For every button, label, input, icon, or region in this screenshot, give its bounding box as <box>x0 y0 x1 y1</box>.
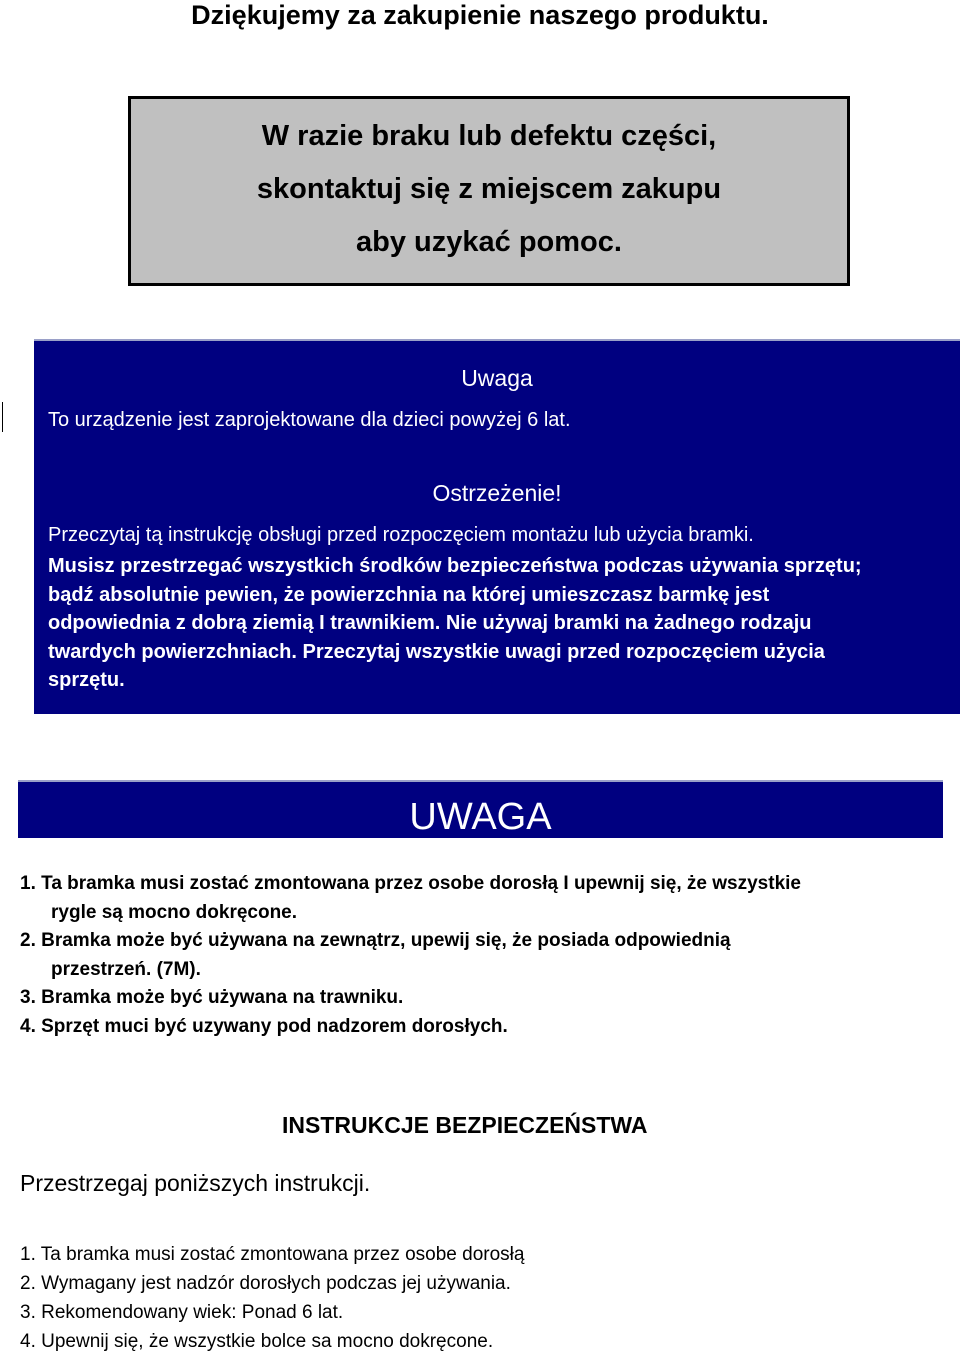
read-instructions-text: Przeczytaj tą instrukcję obsługi przed rozpoczęciem montażu lub użycia bramki. <box>48 524 754 546</box>
contact-line-2: skontaktuj się z miejscem zakupu <box>256 173 722 205</box>
list-item-continuation: rygle są mocno dokręcone. <box>51 901 298 923</box>
notice-box <box>34 339 960 714</box>
list-item: 4. Upewnij się, że wszystkie bolce sa mocno dokręcone. <box>20 1331 494 1352</box>
uwaga-banner: UWAGA <box>18 780 943 838</box>
list-item: 3. Rekomendowany wiek: Ponad 6 lat. <box>20 1302 344 1323</box>
contact-line-1: W razie braku lub defektu części, <box>261 120 717 152</box>
list-item: 1. Ta bramka musi zostać zmontowana przez osobe dorosłą <box>20 1244 525 1265</box>
safety-instructions-title: INSTRUKCJE BEZPIECZEŃSTWA <box>282 1112 648 1138</box>
safety-warning-line: Musisz przestrzegać wszystkich środków bezpieczeństwa podczas używania sprzętu; <box>48 555 862 577</box>
uwaga-list <box>20 870 940 1042</box>
list-item: 2. Wymagany jest nadzór dorosłych podczas jej używania. <box>20 1273 511 1294</box>
safety-warning-line: odpowiednia z dobrą ziemią I trawnikiem. Nie używaj bramki na żadnego rodzaju <box>48 612 812 634</box>
safety-warning-line: sprzętu. <box>48 669 125 691</box>
contact-box <box>128 96 850 286</box>
contact-line-3: aby uzykać pomoc. <box>356 226 622 258</box>
safety-warning-line: bądź absolutnie pewien, że powierzchnia na której umieszczasz barmkę jest <box>48 583 770 606</box>
safety-warning-body <box>48 552 948 695</box>
list-item: 2. Bramka może być używana na zewnątrz, upewij się, że posiada odpowiednią <box>20 930 731 952</box>
notice-heading: Uwaga <box>461 365 533 391</box>
margin-marker <box>2 402 3 432</box>
warning-heading: Ostrzeżenie! <box>432 480 562 506</box>
list-item: 3. Bramka może być używana na trawniku. <box>20 987 404 1009</box>
page-title: Dziękujemy za zakupienie naszego produktu. <box>191 0 769 30</box>
safety-warning-line: twardych powierzchniach. Przeczytaj wszystkie uwagi przed rozpoczęciem użycia <box>48 640 825 663</box>
list-item-continuation: przestrzeń. (7M). <box>51 958 201 980</box>
age-notice: To urządzenie jest zaprojektowane dla dzieci powyżej 6 lat. <box>48 409 571 431</box>
safety-intro: Przestrzegaj poniższych instrukcji. <box>20 1170 371 1196</box>
list-item: 4. Sprzęt muci być uzywany pod nadzorem dorosłych. <box>20 1015 508 1037</box>
safety-list <box>20 1240 940 1356</box>
list-item: 1. Ta bramka musi zostać zmontowana przez osobe dorosłą I upewnij się, że wszystkie <box>20 873 801 894</box>
